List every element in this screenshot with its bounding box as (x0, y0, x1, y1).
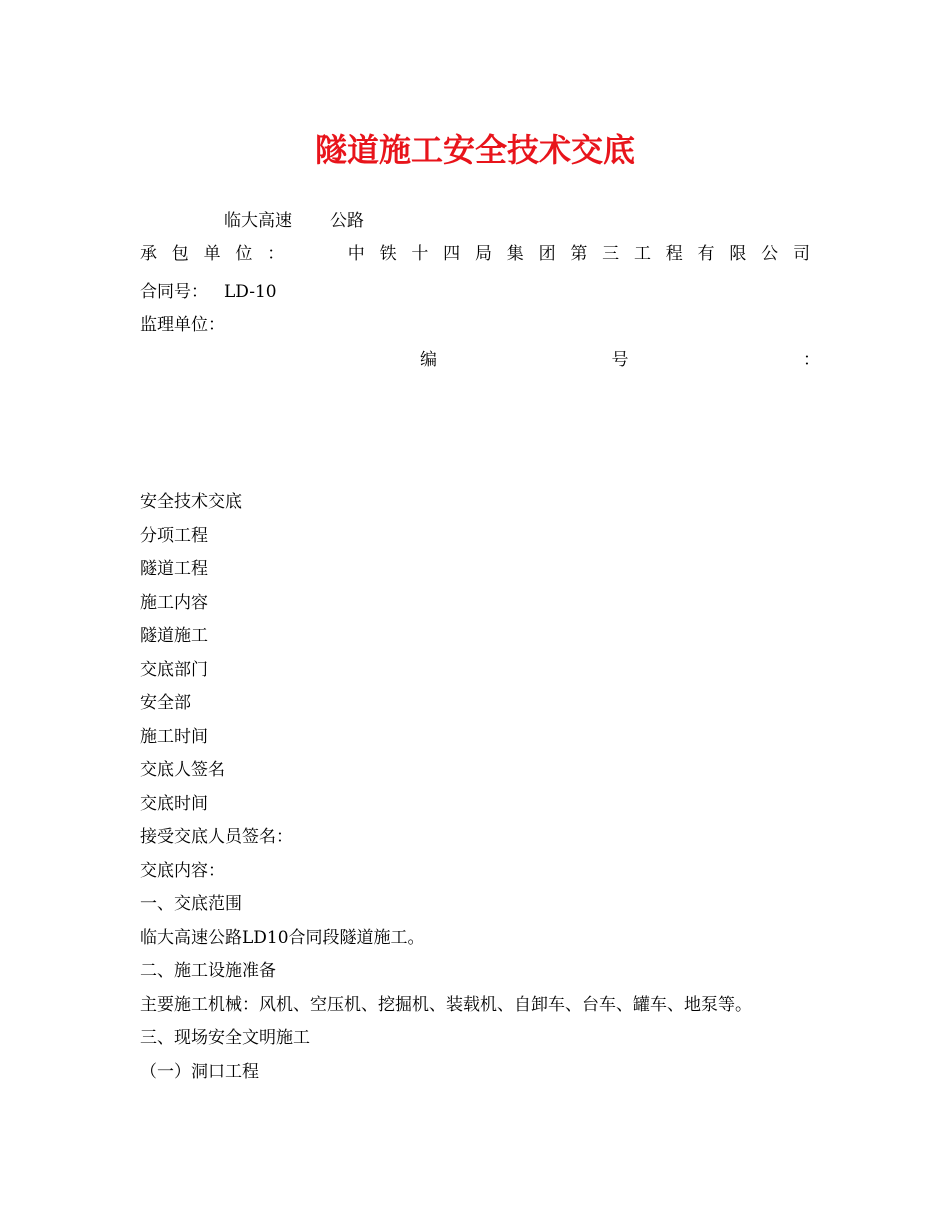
body-line: 交底部门 (140, 659, 208, 680)
supervisor-row (140, 312, 225, 338)
document-body (140, 489, 752, 1092)
body-line: 临大高速公路LD10合同段隧道施工。 (140, 927, 425, 948)
contractor-label-char: 包 (171, 244, 189, 264)
document-number-char: 编 (420, 350, 437, 370)
body-line: 交底内容： (140, 860, 225, 881)
body-line: 安全技术交底 (140, 492, 242, 512)
contract-number-row (140, 279, 277, 305)
body-line: 施工内容 (140, 592, 208, 613)
contract-number-value: LD-10 (224, 282, 277, 302)
section-heading: 三、现场安全文明施工 (140, 1028, 310, 1048)
contractor-name-char: 局 (474, 244, 492, 264)
road-name-part1: 临大高速 (224, 211, 292, 231)
road-name-line (224, 208, 364, 234)
contractor-name-char: 司 (792, 244, 810, 264)
contractor-name-char: 有 (697, 244, 715, 264)
contractor-name-char: 第 (570, 244, 588, 264)
contractor-name-char: 中 (347, 244, 365, 264)
document-number-row (420, 347, 820, 373)
contractor-label-char: 承 (140, 244, 157, 264)
body-line: 隧道工程 (140, 559, 208, 579)
contractor-name-char: 集 (506, 244, 524, 264)
body-line: 交底时间 (140, 793, 208, 814)
contractor-name-char: 三 (602, 244, 620, 264)
contractor-name-char: 限 (729, 244, 747, 264)
body-line: 施工时间 (140, 726, 208, 747)
contractor-name-char: 十 (411, 244, 429, 264)
contractor-row (140, 241, 810, 267)
body-line: 安全部 (140, 693, 191, 713)
supervisor-label: 监理单位： (140, 315, 225, 335)
contractor-name-char: 程 (665, 244, 683, 264)
body-line: 接受交底人员签名： (140, 827, 293, 847)
contractor-label-char: 单 (203, 244, 221, 264)
document-number-char: 号 (611, 350, 629, 370)
subsection-heading: （一）洞口工程 (140, 1061, 259, 1082)
contractor-name-char: 工 (633, 244, 651, 264)
road-name-part2: 公路 (330, 211, 364, 231)
section-heading: 二、施工设施准备 (140, 961, 276, 981)
document-number-char: ： (803, 350, 820, 370)
contract-number-label: 合同号： (140, 282, 208, 302)
body-line: 主要施工机械：风机、空压机、挖掘机、装载机、自卸车、台车、罐车、地泵等。 (140, 994, 752, 1015)
contractor-label-char: ： (267, 244, 285, 264)
contractor-name-char: 团 (538, 244, 556, 264)
contractor-name-char: 四 (443, 244, 461, 264)
body-line: 分项工程 (140, 525, 208, 546)
contractor-name-char: 铁 (379, 244, 397, 264)
body-line: 隧道施工 (140, 626, 208, 646)
body-line: 交底人签名 (140, 760, 225, 780)
contractor-name-char: 公 (761, 244, 779, 264)
document-title: 隧道施工安全技术交底 (314, 131, 635, 169)
section-heading: 一、交底范围 (140, 894, 242, 914)
contractor-label-char: 位 (235, 244, 253, 264)
